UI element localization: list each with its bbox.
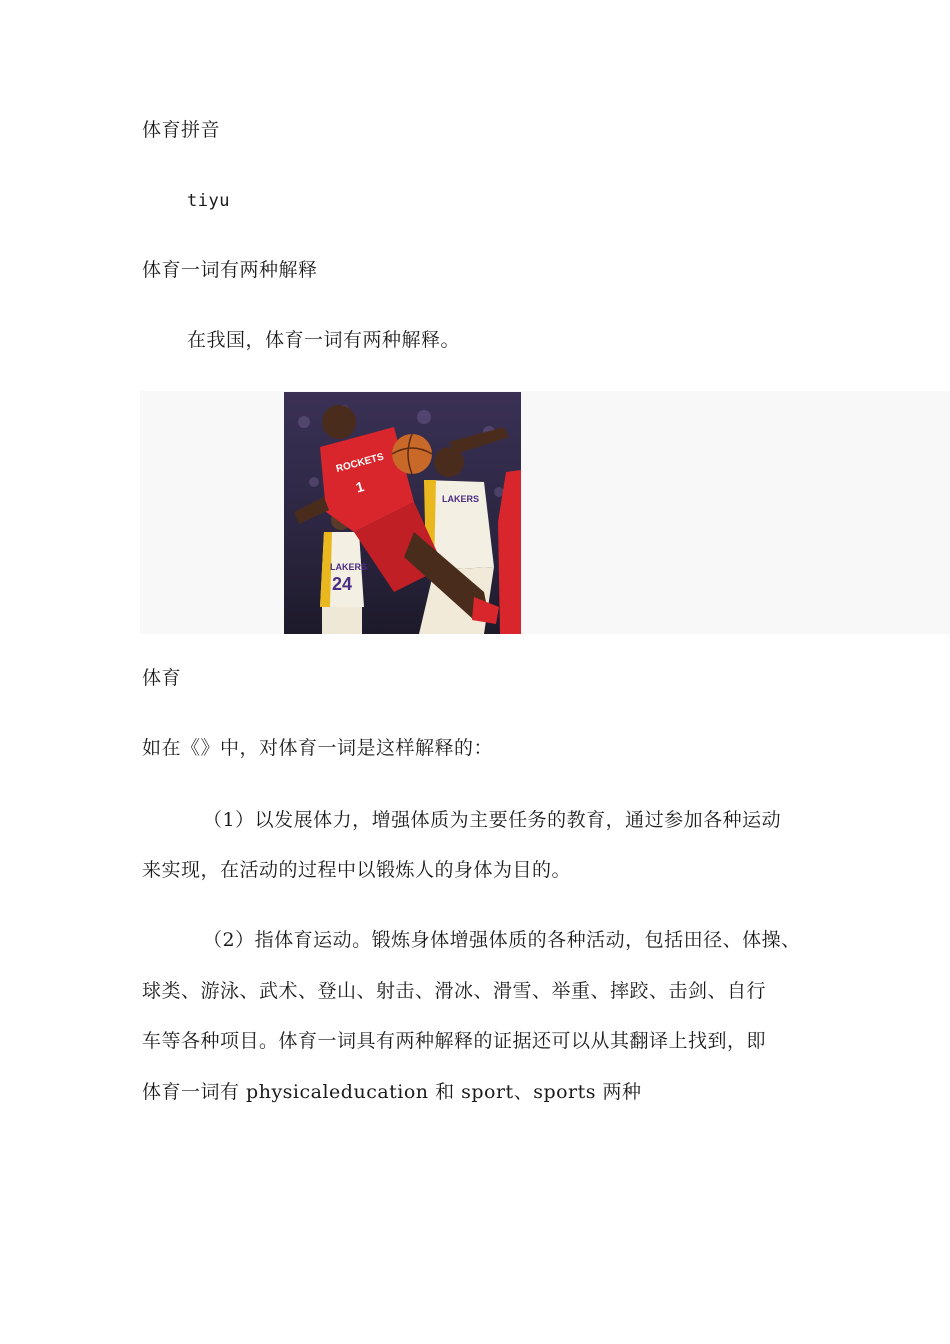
svg-text:ROCKETS: ROCKETS (334, 451, 386, 475)
svg-text:LAKERS: LAKERS (330, 562, 368, 572)
heading-pinyin: 体育拼音 (142, 119, 221, 141)
basketball (392, 434, 432, 474)
definition-1-line-1: （1）以发展体力，增强体质为主要任务的教育，通过参加各种运动 (203, 809, 782, 831)
definition-2-line-2: 球类、游泳、武术、登山、射击、滑冰、滑雪、举重、摔跤、击剑、自行 (142, 980, 767, 1002)
definition-1-line-2: 来实现，在活动的过程中以锻炼人的身体为目的。 (142, 859, 572, 881)
basketball-photo (284, 392, 521, 634)
image-backdrop (140, 391, 950, 634)
svg-text:LAKERS: LAKERS (442, 494, 480, 504)
svg-text:24: 24 (332, 574, 353, 594)
definition-2-line-4: 体育一词有 physicaleducation 和 sport、sports 两种 (142, 1081, 642, 1103)
definition-2-line-1: （2）指体育运动。锻炼身体增强体质的各种活动，包括田径、体操、 (203, 929, 801, 951)
image-caption: 体育 (142, 667, 182, 689)
heading-two-meanings: 体育一词有两种解释 (142, 259, 318, 281)
intro-paragraph: 在我国，体育一词有两种解释。 (187, 329, 461, 351)
pinyin-text: tiyu (187, 191, 230, 211)
svg-text:1: 1 (354, 478, 366, 496)
definition-2-line-3: 车等各种项目。体育一词具有两种解释的证据还可以从其翻译上找到，即 (142, 1030, 767, 1052)
dictionary-intro: 如在《》中，对体育一词是这样解释的： (142, 737, 494, 759)
